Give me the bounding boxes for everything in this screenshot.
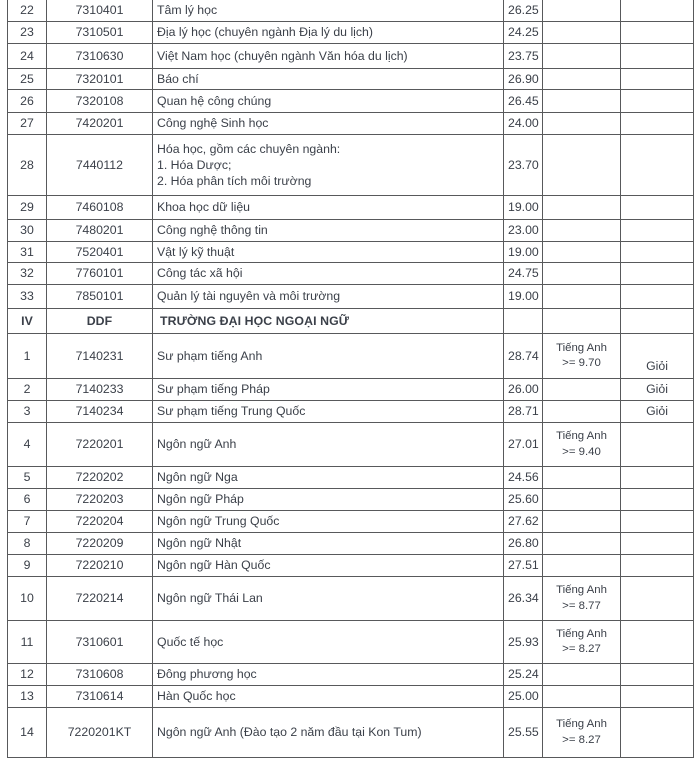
cell-score: 26.00 xyxy=(504,379,543,401)
cell-cond-line: >= 8.27 xyxy=(562,733,601,746)
cell-score: 23.00 xyxy=(504,220,543,242)
cell-cond-line: >= 8.27 xyxy=(562,643,601,655)
cell-code: 7310630 xyxy=(47,44,153,69)
cell-cond-line: Tiếng Anh xyxy=(556,430,607,443)
cell-rank xyxy=(621,90,694,113)
cell-idx: 27 xyxy=(8,113,47,135)
cell-rank xyxy=(621,196,694,220)
cell-score: 26.90 xyxy=(504,69,543,90)
cell-score: 28.74 xyxy=(504,334,543,379)
cell-score: 25.93 xyxy=(504,621,543,664)
cell-rank xyxy=(621,285,694,309)
table-row xyxy=(8,686,694,708)
cell-code: 7220203 xyxy=(47,489,153,511)
table-row xyxy=(8,621,694,664)
cell-cond xyxy=(543,22,621,44)
cell-rank xyxy=(621,113,694,135)
cell-cond-line: Tiếng Anh xyxy=(556,718,607,731)
cell-code: 7480201 xyxy=(47,220,153,242)
cell-name: Tâm lý học xyxy=(153,0,504,22)
cell-idx: 12 xyxy=(8,664,47,686)
cell-idx: IV xyxy=(8,309,47,334)
cell-code: 7140231 xyxy=(47,334,153,379)
cell-rank xyxy=(621,0,694,22)
table-row xyxy=(8,285,694,309)
cell-name: Công nghệ Sinh học xyxy=(153,113,504,135)
cell-rank: Giỏi xyxy=(621,401,694,423)
cell-rank xyxy=(621,263,694,285)
cell-name: Ngôn ngữ Nga xyxy=(153,467,504,489)
cell-idx: 5 xyxy=(8,467,47,489)
cell-rank xyxy=(621,708,694,758)
cell-code: 7310401 xyxy=(47,0,153,22)
cell-idx: 29 xyxy=(8,196,47,220)
cell-score: 19.00 xyxy=(504,242,543,263)
table-row xyxy=(8,511,694,533)
cell-code: 7220202 xyxy=(47,467,153,489)
cell-cond xyxy=(543,334,621,379)
cell-rank xyxy=(621,621,694,664)
table-row xyxy=(8,555,694,577)
cell-name: Sư phạm tiếng Anh xyxy=(153,334,504,379)
cell-name-line: 2. Hóa phân tích môi trường xyxy=(157,174,312,189)
cell-score: 27.62 xyxy=(504,511,543,533)
cell-idx: 24 xyxy=(8,44,47,69)
cell-name: Ngôn ngữ Thái Lan xyxy=(153,577,504,621)
cell-cond xyxy=(543,555,621,577)
cell-score: 23.70 xyxy=(504,135,543,196)
cell-rank xyxy=(621,22,694,44)
cell-score: 19.00 xyxy=(504,196,543,220)
table-row xyxy=(8,90,694,113)
table-row xyxy=(8,196,694,220)
cell-cond xyxy=(543,242,621,263)
cell-cond xyxy=(543,708,621,758)
cell-idx: 2 xyxy=(8,379,47,401)
cell-score: 25.24 xyxy=(504,664,543,686)
table-row xyxy=(8,0,694,22)
cell-code: 7760101 xyxy=(47,263,153,285)
cell-cond-lines xyxy=(547,717,616,748)
cell-rank xyxy=(621,135,694,196)
cell-cond xyxy=(543,44,621,69)
cell-name: Sư phạm tiếng Trung Quốc xyxy=(153,401,504,423)
cell-idx: 25 xyxy=(8,69,47,90)
cell-score: 24.56 xyxy=(504,467,543,489)
cell-cond-lines xyxy=(547,429,616,460)
cell-idx: 31 xyxy=(8,242,47,263)
cell-idx: 33 xyxy=(8,285,47,309)
cell-cond xyxy=(543,467,621,489)
cell-name: Ngôn ngữ Anh (Đào tạo 2 năm đầu tại Kon Tum) xyxy=(153,708,504,758)
cell-cond xyxy=(543,686,621,708)
table-row xyxy=(8,334,694,379)
cell-cond xyxy=(543,577,621,621)
cell-score xyxy=(504,309,543,334)
table-row xyxy=(8,577,694,621)
cell-idx: 7 xyxy=(8,511,47,533)
cell-code: 7850101 xyxy=(47,285,153,309)
cell-name: TRƯỜNG ĐẠI HỌC NGOẠI NGỮ xyxy=(153,309,504,334)
cell-rank xyxy=(621,577,694,621)
cell-rank xyxy=(621,309,694,334)
cell-idx: 1 xyxy=(8,334,47,379)
cell-name: Công tác xã hội xyxy=(153,263,504,285)
cell-idx: 23 xyxy=(8,22,47,44)
cell-name: Vật lý kỹ thuật xyxy=(153,242,504,263)
table-body xyxy=(8,0,694,758)
table-row xyxy=(8,533,694,555)
cell-cond-line: >= 9.40 xyxy=(562,445,601,458)
cell-name: Địa lý học (chuyên ngành Địa lý du lịch) xyxy=(153,22,504,44)
cell-name: Ngôn ngữ Nhật xyxy=(153,533,504,555)
cell-code: DDF xyxy=(47,309,153,334)
table-row xyxy=(8,489,694,511)
cell-idx: 11 xyxy=(8,621,47,664)
cell-code: 7420201 xyxy=(47,113,153,135)
cell-idx: 8 xyxy=(8,533,47,555)
cell-cond-line: Tiếng Anh xyxy=(556,584,607,597)
cell-score: 26.34 xyxy=(504,577,543,621)
cell-code: 7320108 xyxy=(47,90,153,113)
cell-code: 7320101 xyxy=(47,69,153,90)
cell-name: Quan hệ công chúng xyxy=(153,90,504,113)
cell-cond xyxy=(543,220,621,242)
cell-name: Đông phương học xyxy=(153,664,504,686)
cell-rank xyxy=(621,686,694,708)
table-row xyxy=(8,22,694,44)
cell-cond-line: Tiếng Anh xyxy=(556,627,607,640)
cell-cond xyxy=(543,621,621,664)
cell-cond-line: >= 9.70 xyxy=(562,357,601,369)
cell-code: 7220209 xyxy=(47,533,153,555)
cell-idx: 13 xyxy=(8,686,47,708)
cell-cond xyxy=(543,196,621,220)
cell-name-line: 1. Hóa Dược; xyxy=(157,157,232,172)
cell-idx: 6 xyxy=(8,489,47,511)
cell-rank xyxy=(621,44,694,69)
cell-name: Công nghệ thông tin xyxy=(153,220,504,242)
cell-score: 27.01 xyxy=(504,423,543,467)
cell-name: Quản lý tài nguyên và môi trường xyxy=(153,285,504,309)
cell-code: 7220201KT xyxy=(47,708,153,758)
cell-code: 7220210 xyxy=(47,555,153,577)
cell-name-line: Hóa học, gồm các chuyên ngành: xyxy=(157,141,341,156)
cell-name: Ngôn ngữ Hàn Quốc xyxy=(153,555,504,577)
cell-cond-lines xyxy=(547,627,616,658)
cell-code: 7440112 xyxy=(47,135,153,196)
cell-cond xyxy=(543,489,621,511)
cell-rank xyxy=(621,467,694,489)
cell-cond xyxy=(543,113,621,135)
cell-cond-line: Tiếng Anh xyxy=(556,341,607,354)
cell-cond xyxy=(543,69,621,90)
table-row xyxy=(8,263,694,285)
cell-cond xyxy=(543,401,621,423)
table-row xyxy=(8,423,694,467)
cell-code: 7220204 xyxy=(47,511,153,533)
cell-cond xyxy=(543,263,621,285)
cell-name: Sư phạm tiếng Pháp xyxy=(153,379,504,401)
cell-name-lines xyxy=(157,141,499,190)
table-row xyxy=(8,467,694,489)
cell-idx: 26 xyxy=(8,90,47,113)
table-row xyxy=(8,379,694,401)
cell-rank xyxy=(621,220,694,242)
cell-score: 27.51 xyxy=(504,555,543,577)
cell-cond-lines xyxy=(547,583,616,614)
cell-score: 26.45 xyxy=(504,90,543,113)
cell-score: 24.00 xyxy=(504,113,543,135)
cell-code: 7140234 xyxy=(47,401,153,423)
cell-idx: 32 xyxy=(8,263,47,285)
table-row xyxy=(8,69,694,90)
cell-code: 7520401 xyxy=(47,242,153,263)
cell-code: 7460108 xyxy=(47,196,153,220)
table-row xyxy=(8,135,694,196)
table-row xyxy=(8,664,694,686)
table-section-row xyxy=(8,309,694,334)
cell-idx: 10 xyxy=(8,577,47,621)
table-row xyxy=(8,708,694,758)
cell-rank xyxy=(621,533,694,555)
cell-score: 26.25 xyxy=(504,0,543,22)
cell-score: 23.75 xyxy=(504,44,543,69)
cell-score: 19.00 xyxy=(504,285,543,309)
cell-score: 28.71 xyxy=(504,401,543,423)
cell-name: Hàn Quốc học xyxy=(153,686,504,708)
cell-code: 7140233 xyxy=(47,379,153,401)
cell-rank xyxy=(621,511,694,533)
table-row xyxy=(8,220,694,242)
cell-idx: 3 xyxy=(8,401,47,423)
table-row xyxy=(8,242,694,263)
cell-name: Việt Nam học (chuyên ngành Văn hóa du lịch) xyxy=(153,44,504,69)
cell-score: 24.75 xyxy=(504,263,543,285)
admission-score-table xyxy=(7,0,694,758)
cell-name xyxy=(153,135,504,196)
cell-rank xyxy=(621,423,694,467)
cell-name: Khoa học dữ liệu xyxy=(153,196,504,220)
cell-cond-line: >= 8.77 xyxy=(562,599,601,612)
cell-cond xyxy=(543,423,621,467)
cell-cond xyxy=(543,533,621,555)
table-row xyxy=(8,44,694,69)
cell-idx: 28 xyxy=(8,135,47,196)
cell-rank xyxy=(621,69,694,90)
cell-idx: 30 xyxy=(8,220,47,242)
cell-cond xyxy=(543,285,621,309)
cell-idx: 22 xyxy=(8,0,47,22)
cell-idx: 9 xyxy=(8,555,47,577)
cell-code: 7310501 xyxy=(47,22,153,44)
cell-cond-lines xyxy=(547,341,616,372)
cell-cond xyxy=(543,379,621,401)
cell-code: 7220214 xyxy=(47,577,153,621)
cell-rank xyxy=(621,242,694,263)
cell-cond xyxy=(543,90,621,113)
cell-rank xyxy=(621,555,694,577)
cell-rank xyxy=(621,664,694,686)
table-row xyxy=(8,401,694,423)
cell-name: Ngôn ngữ Pháp xyxy=(153,489,504,511)
cell-score: 25.60 xyxy=(504,489,543,511)
cell-score: 25.00 xyxy=(504,686,543,708)
cell-score: 26.80 xyxy=(504,533,543,555)
cell-score: 25.55 xyxy=(504,708,543,758)
cell-cond xyxy=(543,0,621,22)
cell-score: 24.25 xyxy=(504,22,543,44)
cell-code: 7310608 xyxy=(47,664,153,686)
cell-code: 7220201 xyxy=(47,423,153,467)
cell-rank xyxy=(621,489,694,511)
table-row xyxy=(8,113,694,135)
cell-code: 7310601 xyxy=(47,621,153,664)
cell-name: Báo chí xyxy=(153,69,504,90)
cell-rank: Giỏi xyxy=(621,334,694,379)
cell-code: 7310614 xyxy=(47,686,153,708)
cell-name: Ngôn ngữ Anh xyxy=(153,423,504,467)
cell-cond xyxy=(543,135,621,196)
cell-cond xyxy=(543,309,621,334)
cell-idx: 4 xyxy=(8,423,47,467)
cell-rank: Giỏi xyxy=(621,379,694,401)
cell-idx: 14 xyxy=(8,708,47,758)
cell-cond xyxy=(543,664,621,686)
cell-cond xyxy=(543,511,621,533)
cell-name: Quốc tế học xyxy=(153,621,504,664)
cell-name: Ngôn ngữ Trung Quốc xyxy=(153,511,504,533)
